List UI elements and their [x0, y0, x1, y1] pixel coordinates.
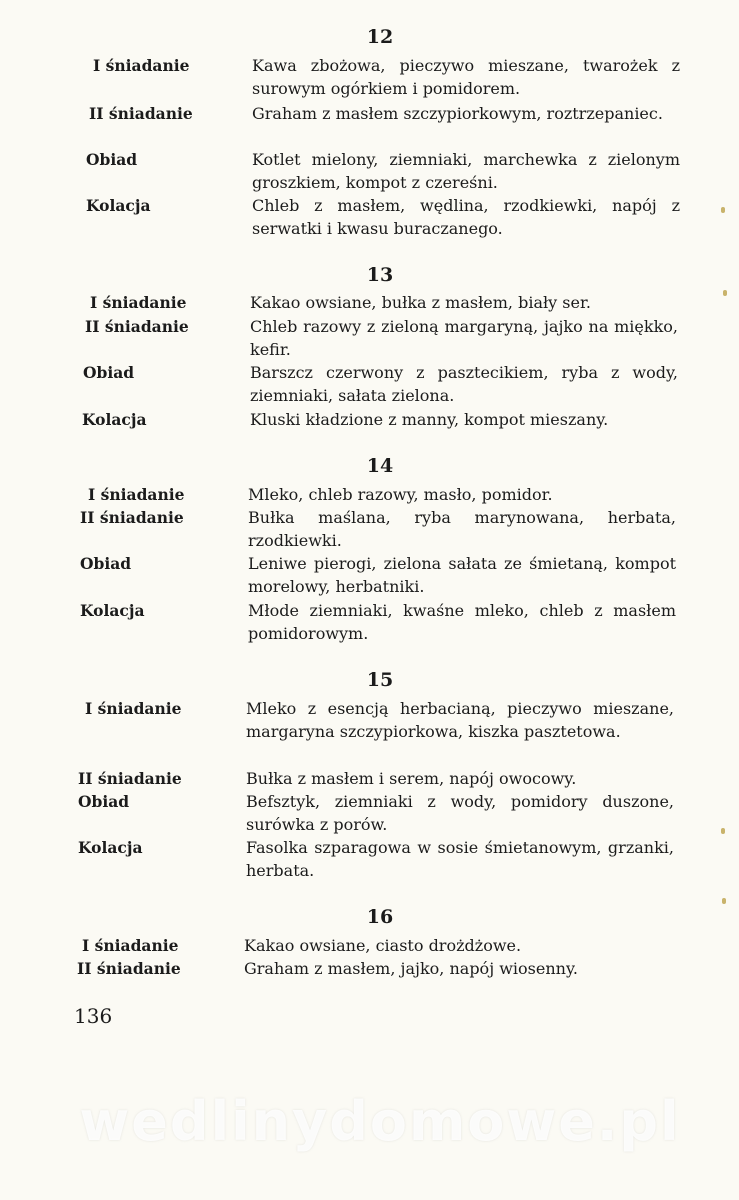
meal-description: Mleko, chleb razowy, masło, pomidor.	[248, 485, 553, 504]
meal-description: Graham z masłem szczypiorkowym, roztrzepaniec.	[252, 104, 663, 123]
meal-label: II śniadanie	[78, 769, 182, 788]
meal-description: Befsztyk, ziemniaki z wody, pomidory duszone, surówka z porów.	[246, 792, 674, 834]
day-number: 15	[366, 669, 394, 691]
meal-label: Obiad	[78, 792, 130, 811]
paper-speck	[722, 898, 726, 904]
day-number: 12	[366, 26, 394, 48]
meal-description: Fasolka szparagowa w sosie śmietanowym, grzanki, herbata.	[246, 838, 674, 880]
paper-speck	[723, 290, 727, 296]
meal-description: Młode ziemniaki, kwaśne mleko, chleb z masłem pomidorowym.	[248, 601, 676, 643]
meal-description: Mleko z esencją herbacianą, pieczywo mieszane, margaryna szczypiorkowa, kiszka pasztetowa.	[246, 699, 674, 741]
meal-description: Graham z masłem, jajko, napój wiosenny.	[244, 959, 578, 978]
meal-description: Kakao owsiane, bułka z masłem, biały ser.	[250, 293, 591, 312]
meal-label: II śniadanie	[80, 508, 184, 527]
meal-description: Bułka z masłem i serem, napój owocowy.	[246, 769, 577, 788]
meal-label: II śniadanie	[77, 959, 181, 978]
meal-label: I śniadanie	[88, 485, 185, 504]
meal-description: Kluski kładzione z manny, kompot mieszany.	[250, 410, 609, 429]
meal-label: Kolacja	[80, 601, 145, 620]
watermark: wedlinydomowe.pl	[79, 1090, 681, 1153]
meal-label: Kolacja	[82, 410, 147, 429]
meal-label: I śniadanie	[93, 56, 190, 75]
meal-label: II śniadanie	[89, 104, 193, 123]
meal-label: I śniadanie	[82, 936, 179, 955]
meal-description: Kawa zbożowa, pieczywo mieszane, twarożek z surowym ogórkiem i pomidorem.	[252, 56, 680, 98]
day-number: 13	[366, 264, 394, 286]
meal-description: Chleb z masłem, wędlina, rzodkiewki, napój z serwatki i kwasu buraczanego.	[252, 196, 680, 238]
paper-speck	[721, 828, 725, 834]
meal-description: Bułka maślana, ryba marynowana, herbata, rzodkiewki.	[248, 508, 676, 550]
meal-label: I śniadanie	[90, 293, 187, 312]
meal-description: Barszcz czerwony z pasztecikiem, ryba z wody, ziemniaki, sałata zielona.	[250, 363, 678, 405]
page-number: 136	[74, 1004, 113, 1028]
meal-label: Obiad	[83, 363, 135, 382]
meal-label: I śniadanie	[85, 699, 182, 718]
paper-speck	[721, 207, 725, 213]
meal-description: Chleb razowy z zieloną margaryną, jajko na miękko, kefir.	[250, 317, 678, 359]
meal-label: Kolacja	[78, 838, 143, 857]
meal-label: Obiad	[86, 150, 138, 169]
meal-description: Leniwe pierogi, zielona sałata ze śmietaną, kompot morelowy, herbatniki.	[248, 554, 676, 596]
meal-label: Obiad	[80, 554, 132, 573]
meal-description: Kotlet mielony, ziemniaki, marchewka z zielonym groszkiem, kompot z czereśni.	[252, 150, 680, 192]
meal-description: Kakao owsiane, ciasto drożdżowe.	[244, 936, 522, 955]
day-number: 16	[366, 906, 394, 928]
day-number: 14	[366, 455, 394, 477]
meal-label: II śniadanie	[85, 317, 189, 336]
meal-label: Kolacja	[86, 196, 151, 215]
